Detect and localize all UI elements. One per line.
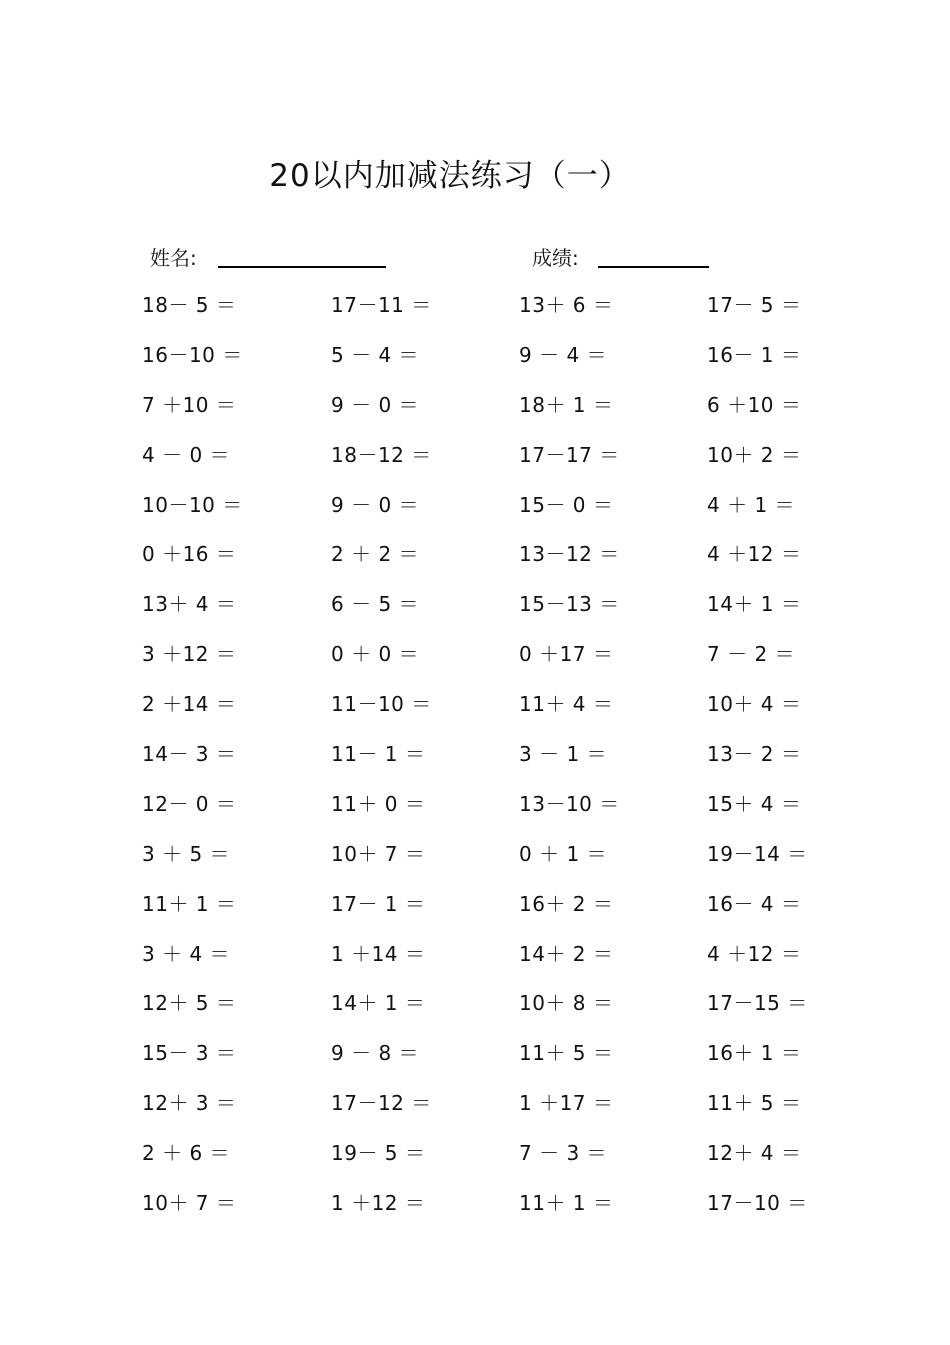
- math-problem: 15＋ 4 ＝: [707, 791, 802, 816]
- name-field-line[interactable]: [218, 266, 386, 268]
- math-problem: 9 － 0 ＝: [331, 392, 420, 417]
- math-problem: 1 ＋17 ＝: [519, 1091, 614, 1116]
- math-problem: 4 ＋ 1 ＝: [707, 492, 796, 517]
- math-problem: 10－10 ＝: [142, 492, 243, 517]
- math-problem: 15－13 ＝: [519, 592, 620, 617]
- math-problem: 2 ＋ 6 ＝: [142, 1141, 231, 1166]
- problem-row: [142, 440, 842, 490]
- math-problem: 17－11 ＝: [331, 293, 432, 317]
- problem-row: [142, 1038, 842, 1088]
- math-problem: 17－17 ＝: [519, 442, 620, 467]
- problem-row: [142, 689, 842, 739]
- math-problem: 16－10 ＝: [142, 342, 243, 367]
- math-problem: 11－ 1 ＝: [331, 742, 426, 767]
- math-problem: 4 ＋12 ＝: [707, 542, 802, 567]
- problem-row: [142, 1188, 842, 1238]
- math-problem: 3 ＋12 ＝: [142, 642, 237, 667]
- problem-row: [142, 290, 842, 340]
- problem-row: [142, 1088, 842, 1138]
- math-problem: 18－12 ＝: [331, 442, 432, 467]
- problem-row: [142, 639, 842, 689]
- math-problem: 3 － 1 ＝: [519, 742, 608, 767]
- math-problem: 16－ 1 ＝: [707, 342, 802, 367]
- math-problem: 10＋ 4 ＝: [707, 692, 802, 717]
- math-problem: 12＋ 3 ＝: [142, 1091, 237, 1116]
- math-problem: 3 ＋ 4 ＝: [142, 941, 231, 966]
- math-problem: 9 － 8 ＝: [331, 1041, 420, 1066]
- math-problem: 1 ＋12 ＝: [331, 1191, 426, 1216]
- math-problem: 11－10 ＝: [331, 692, 432, 717]
- math-problem: 11＋ 5 ＝: [519, 1041, 614, 1066]
- math-problem: 16－ 4 ＝: [707, 891, 802, 916]
- problem-grid: [142, 290, 842, 1238]
- math-problem: 9 － 0 ＝: [331, 492, 420, 517]
- math-problem: 6 － 5 ＝: [331, 592, 420, 617]
- math-problem: 11＋ 1 ＝: [519, 1191, 614, 1216]
- problem-row: [142, 988, 842, 1038]
- math-problem: 0 ＋ 1 ＝: [519, 841, 608, 866]
- math-problem: 3 ＋ 5 ＝: [142, 841, 231, 866]
- problem-row: [142, 839, 842, 889]
- math-problem: 17－10 ＝: [707, 1191, 808, 1216]
- math-problem: 15－ 0 ＝: [519, 492, 614, 517]
- math-problem: 14－ 3 ＝: [142, 742, 237, 767]
- math-problem: 13＋ 6 ＝: [519, 293, 614, 317]
- math-problem: 4 ＋12 ＝: [707, 941, 802, 966]
- math-problem: 6 ＋10 ＝: [707, 392, 802, 417]
- math-problem: 16＋ 1 ＝: [707, 1041, 802, 1066]
- problem-row: [142, 340, 842, 390]
- math-problem: 9 － 4 ＝: [519, 342, 608, 367]
- math-problem: 12＋ 5 ＝: [142, 991, 237, 1016]
- math-problem: 12－ 0 ＝: [142, 791, 237, 816]
- math-problem: 18－ 5 ＝: [142, 293, 237, 317]
- math-problem: 18＋ 1 ＝: [519, 392, 614, 417]
- math-problem: 0 ＋17 ＝: [519, 642, 614, 667]
- math-problem: 14＋ 2 ＝: [519, 941, 614, 966]
- math-problem: 10＋ 8 ＝: [519, 991, 614, 1016]
- math-problem: 11＋ 4 ＝: [519, 692, 614, 717]
- problem-row: [142, 789, 842, 839]
- math-problem: 12＋ 4 ＝: [707, 1141, 802, 1166]
- score-label: 成绩:: [532, 246, 579, 270]
- math-problem: 2 ＋ 2 ＝: [331, 542, 420, 567]
- math-problem: 13－10 ＝: [519, 791, 620, 816]
- math-problem: 13－ 2 ＝: [707, 742, 802, 767]
- math-problem: 1 ＋14 ＝: [331, 941, 426, 966]
- math-problem: 11＋ 0 ＝: [331, 791, 426, 816]
- problem-row: [142, 1138, 842, 1188]
- problem-row: [142, 490, 842, 540]
- problem-row: [142, 539, 842, 589]
- math-problem: 17－ 1 ＝: [331, 891, 426, 916]
- math-problem: 10＋ 7 ＝: [142, 1191, 237, 1216]
- name-label: 姓名:: [150, 246, 197, 270]
- problem-row: [142, 939, 842, 989]
- math-problem: 10＋ 7 ＝: [331, 841, 426, 866]
- math-problem: 11＋ 1 ＝: [142, 891, 237, 916]
- math-problem: 5 － 4 ＝: [331, 342, 420, 367]
- math-problem: 15－ 3 ＝: [142, 1041, 237, 1066]
- math-problem: 19－14 ＝: [707, 841, 808, 866]
- math-problem: 11＋ 5 ＝: [707, 1091, 802, 1116]
- math-problem: 17－12 ＝: [331, 1091, 432, 1116]
- math-problem: 17－ 5 ＝: [707, 293, 802, 317]
- math-problem: 13＋ 4 ＝: [142, 592, 237, 617]
- math-problem: 2 ＋14 ＝: [142, 692, 237, 717]
- math-problem: 19－ 5 ＝: [331, 1141, 426, 1166]
- problem-row: [142, 739, 842, 789]
- problem-row: [142, 589, 842, 639]
- math-problem: 17－15 ＝: [707, 991, 808, 1016]
- math-problem: 13－12 ＝: [519, 542, 620, 567]
- problem-row: [142, 390, 842, 440]
- math-problem: 7 ＋10 ＝: [142, 392, 237, 417]
- math-problem: 7 － 2 ＝: [707, 642, 796, 667]
- page-title: 20以内加减法练习（一）: [269, 158, 631, 194]
- math-problem: 16＋ 2 ＝: [519, 891, 614, 916]
- math-problem: 14＋ 1 ＝: [331, 991, 426, 1016]
- problem-row: [142, 889, 842, 939]
- score-field-line[interactable]: [598, 266, 709, 268]
- math-problem: 14＋ 1 ＝: [707, 592, 802, 617]
- math-problem: 0 ＋16 ＝: [142, 542, 237, 567]
- math-problem: 10＋ 2 ＝: [707, 442, 802, 467]
- math-problem: 0 ＋ 0 ＝: [331, 642, 420, 667]
- math-problem: 7 － 3 ＝: [519, 1141, 608, 1166]
- math-problem: 4 － 0 ＝: [142, 442, 231, 467]
